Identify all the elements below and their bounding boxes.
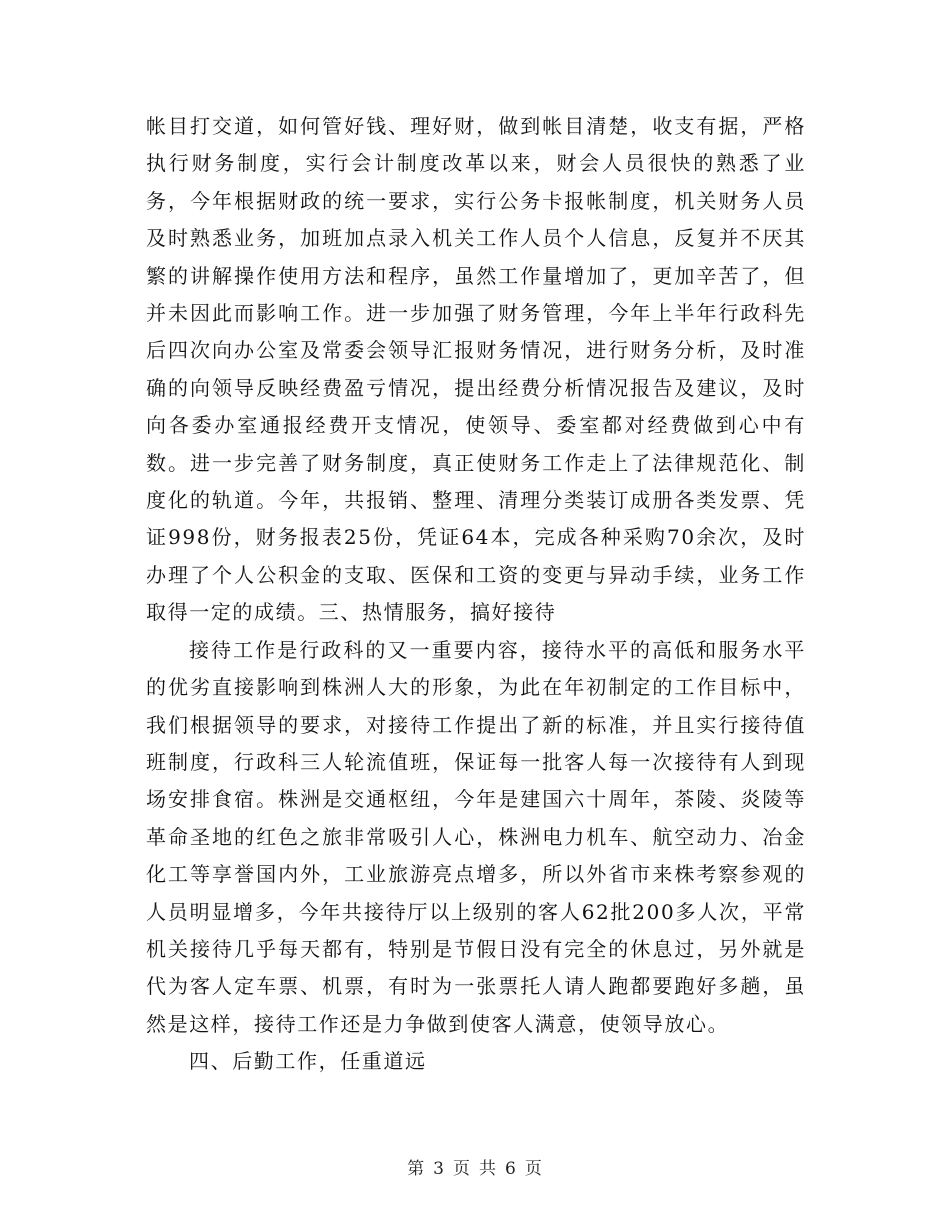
section-heading-logistics: 四、后勤工作，任重道远 (189, 1049, 427, 1074)
footer-total-pages: 6 (505, 1159, 517, 1179)
paragraph-finance: 帐目打交道，如何管好钱、理好财，做到帐目清楚，收支有据，严格执行财务制度，实行会计制度改革以来，财会人员很快的熟悉了业务，今年根据财政的统一要求，实行公务卡报帐制度，机关财务人员及时熟悉业务，加班加点录入机关工作人员个人信息，反复并不厌其繁的讲解操作使用方法和程序，虽然工作量增加了，更加辛苦了，但并未因此而影响工作。进一步加强了财务管理，今年上半年行政科先后四次向办公室及常委会领导汇报财务情况，进行财务分析，及时准确的向领导反映经费盈亏情况，提出经费分析情况报告及建议，及时向各委办室通报经费开支情况，使领导、委室都对经费做到心中有数。进一步完善了财务制度，真正使财务工作走上了法律规范化、制度化的轨道。今年，共报销、整理、清理分类装订成册各类发票、凭证998份，财务报表25份，凭证64本，完成各种采购70余次，及时办理了个人公积金的支取、医保和工资的变更与异动手续，业务工作取得一定的成绩。三、热情服务，搞好接待 (146, 114, 806, 625)
footer-page-unit: 页 (453, 1159, 471, 1179)
footer-page-number: 3 (433, 1159, 445, 1179)
page-footer (0, 1154, 950, 1179)
footer-total-unit: 页 (524, 1159, 543, 1179)
document-body (146, 108, 806, 1081)
footer-total-label: 共 (479, 1159, 497, 1179)
paragraph-reception: 接待工作是行政科的又一重要内容，接待水平的高低和服务水平的优劣直接影响到株洲人大的形象，为此在年初制定的工作目标中，我们根据领导的要求，对接待工作提出了新的标准，并且实行接待值班制度，行政科三人轮流值班，保证每一批客人每一次接待有人到现场安排食宿。株洲是交通枢纽，今年是建国六十周年，茶陵、炎陵等革命圣地的红色之旅非常吸引人心，株洲电力机车、航空动力、冶金化工等享誉国内外，工业旅游亮点增多，所以外省市来株考察参观的人员明显增多，今年共接待厅以上级别的客人62批200多人次，平常机关接待几乎每天都有，特别是节假日没有完全的休息过，另外就是代为客人定车票、机票，有时为一张票托人请人跑都要跑好多趟，虽然是这样，接待工作还是力争做到使客人满意，使领导放心。 (146, 637, 806, 1036)
footer-prefix: 第 (407, 1159, 426, 1179)
